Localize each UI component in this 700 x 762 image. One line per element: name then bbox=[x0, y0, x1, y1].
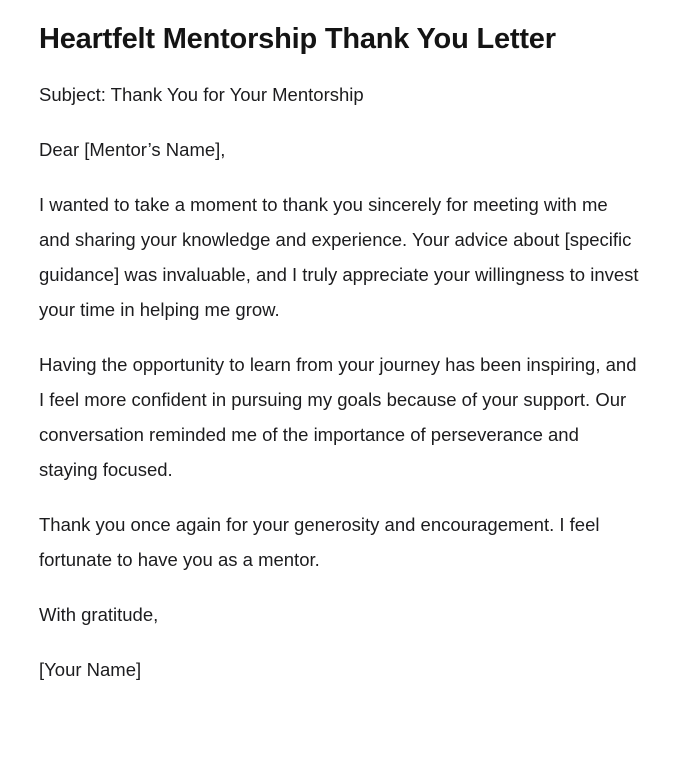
body-paragraph-1: I wanted to take a moment to thank you sincerely for meeting with me and sharing your knowledge and experience. Your advice about [specific guidance] was invaluable, and I truly appreciate your willingness to invest your time in helping me grow. bbox=[39, 194, 639, 320]
page-title: Heartfelt Mentorship Thank You Letter bbox=[39, 23, 556, 55]
closing-line: With gratitude, bbox=[39, 604, 159, 625]
salutation-line: Dear [Mentor’s Name], bbox=[39, 139, 226, 160]
body-paragraph-2: Having the opportunity to learn from your journey has been inspiring, and I feel more confident in pursuing my goals because of your support. Our conversation reminded me of the importance of perseverance and staying focused. bbox=[39, 354, 637, 480]
document-content bbox=[39, 0, 641, 687]
subject-line: Subject: Thank You for Your Mentorship bbox=[39, 84, 364, 105]
letter-body bbox=[39, 77, 641, 687]
signature-line: [Your Name] bbox=[39, 659, 142, 680]
body-paragraph-3: Thank you once again for your generosity and encouragement. I feel fortunate to have you as a mentor. bbox=[39, 514, 600, 570]
